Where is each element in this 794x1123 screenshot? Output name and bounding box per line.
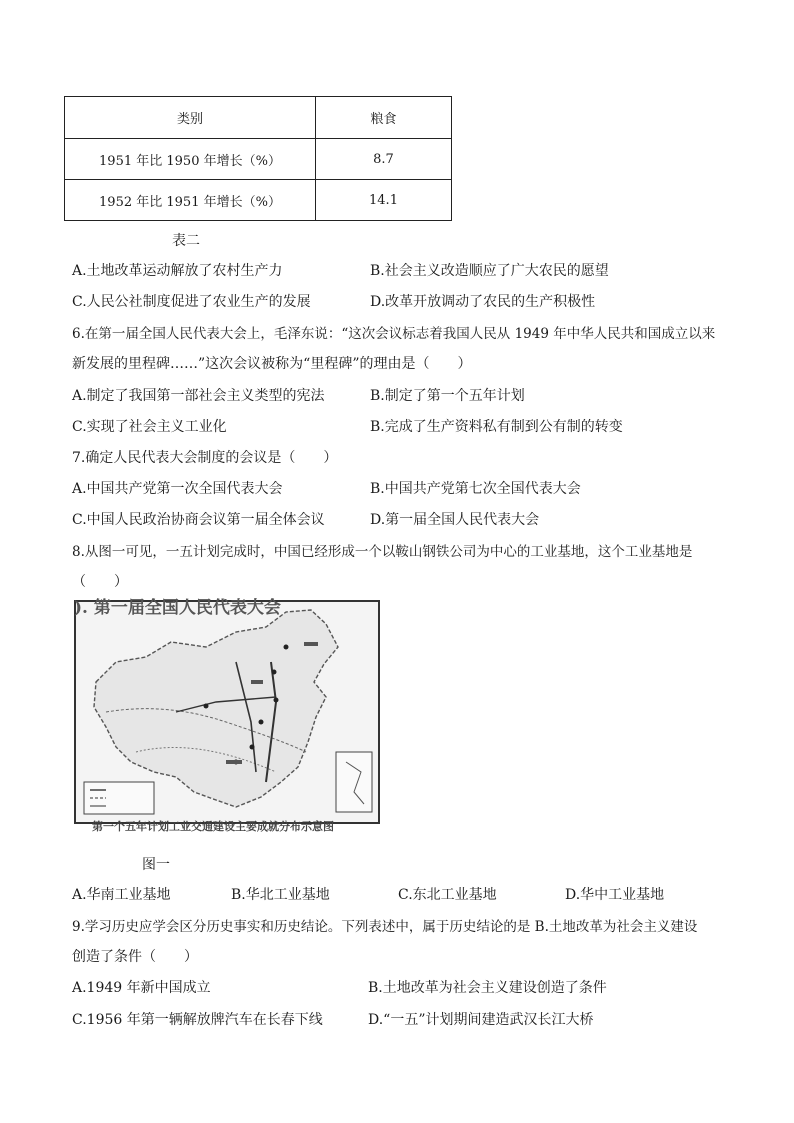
table-cell: 8.7 — [316, 139, 452, 180]
industrial-map-figure — [74, 600, 380, 824]
china-map-sketch — [76, 602, 378, 822]
q7-option-a: A.中国共产党第一次全国代表大会 — [72, 481, 283, 497]
q7-option-c: C.中国人民政治协商会议第一届全体会议 — [72, 512, 325, 528]
map-caption: 第一个五年计划工业交通建设主要成就分布示意图 — [92, 820, 334, 833]
q9-option-c: C.1956 年第一辆解放牌汽车在长春下线 — [72, 1012, 323, 1028]
q9-option-d: D.“一五”计划期间建造武汉长江大桥 — [368, 1012, 594, 1028]
q7-stem: 7.确定人民代表大会制度的会议是（ ） — [72, 450, 338, 466]
q8-stem-line1: 8.从图一可见，一五计划完成时，中国已经形成一个以鞍山钢铁公司为中心的工业基地，这个工业基地是 — [72, 544, 693, 560]
q5-option-c: C.人民公社制度促进了农业生产的发展 — [72, 294, 311, 310]
figure-label: 图一 — [142, 857, 170, 873]
table-header-category: 类别 — [65, 97, 316, 139]
q5-option-d: D.改革开放调动了农民的生产积极性 — [370, 294, 596, 310]
q7-option-b: B.中国共产党第七次全国代表大会 — [370, 481, 581, 497]
q9-stem-line2: 创造了条件（ ） — [72, 949, 198, 965]
table-caption: 表二 — [172, 233, 200, 249]
q6-option-c: C.实现了社会主义工业化 — [72, 419, 227, 435]
q8-stem-line2: （ ） — [72, 574, 128, 590]
table-header-grain: 粮食 — [316, 97, 452, 139]
q6-option-a: A.制定了我国第一部社会主义类型的宪法 — [72, 388, 325, 404]
q8-option-d: D.华中工业基地 — [565, 887, 665, 903]
q5-option-b: B.社会主义改造顺应了广大农民的愿望 — [370, 263, 609, 279]
q5-option-a: A.土地改革运动解放了农村生产力 — [72, 263, 283, 279]
table-cell: 1951 年比 1950 年增长（%） — [65, 139, 316, 180]
q9-option-a: A.1949 年新中国成立 — [72, 980, 211, 996]
q8-option-b: B.华北工业基地 — [231, 887, 330, 903]
map-overprint-title: ). 第一届全国人民代表大会 — [74, 598, 281, 618]
q8-option-c: C.东北工业基地 — [398, 887, 497, 903]
q6-option-d: B.完成了生产资料私有制到公有制的转变 — [370, 419, 623, 435]
growth-table — [64, 96, 452, 221]
q8-option-a: A.华南工业基地 — [72, 887, 171, 903]
q6-stem-line2: 新发展的里程碑……”这次会议被称为“里程碑”的理由是（ ） — [72, 356, 472, 372]
q6-option-b: B.制定了第一个五年计划 — [370, 388, 525, 404]
table-cell: 14.1 — [316, 180, 452, 221]
q7-option-d: D.第一届全国人民代表大会 — [370, 512, 540, 528]
q9-stem-line1: 9.学习历史应学会区分历史事实和历史结论。下列表述中，属于历史结论的是 B.土地改革为社会主义建设 — [72, 919, 698, 935]
q9-option-b: B.土地改革为社会主义建设创造了条件 — [368, 980, 607, 996]
q6-stem-line1: 6.在第一届全国人民代表大会上，毛泽东说：“这次会议标志着我国人民从 1949 年中华人民共和国成立以来 — [72, 326, 716, 342]
table-cell: 1952 年比 1951 年增长（%） — [65, 180, 316, 221]
